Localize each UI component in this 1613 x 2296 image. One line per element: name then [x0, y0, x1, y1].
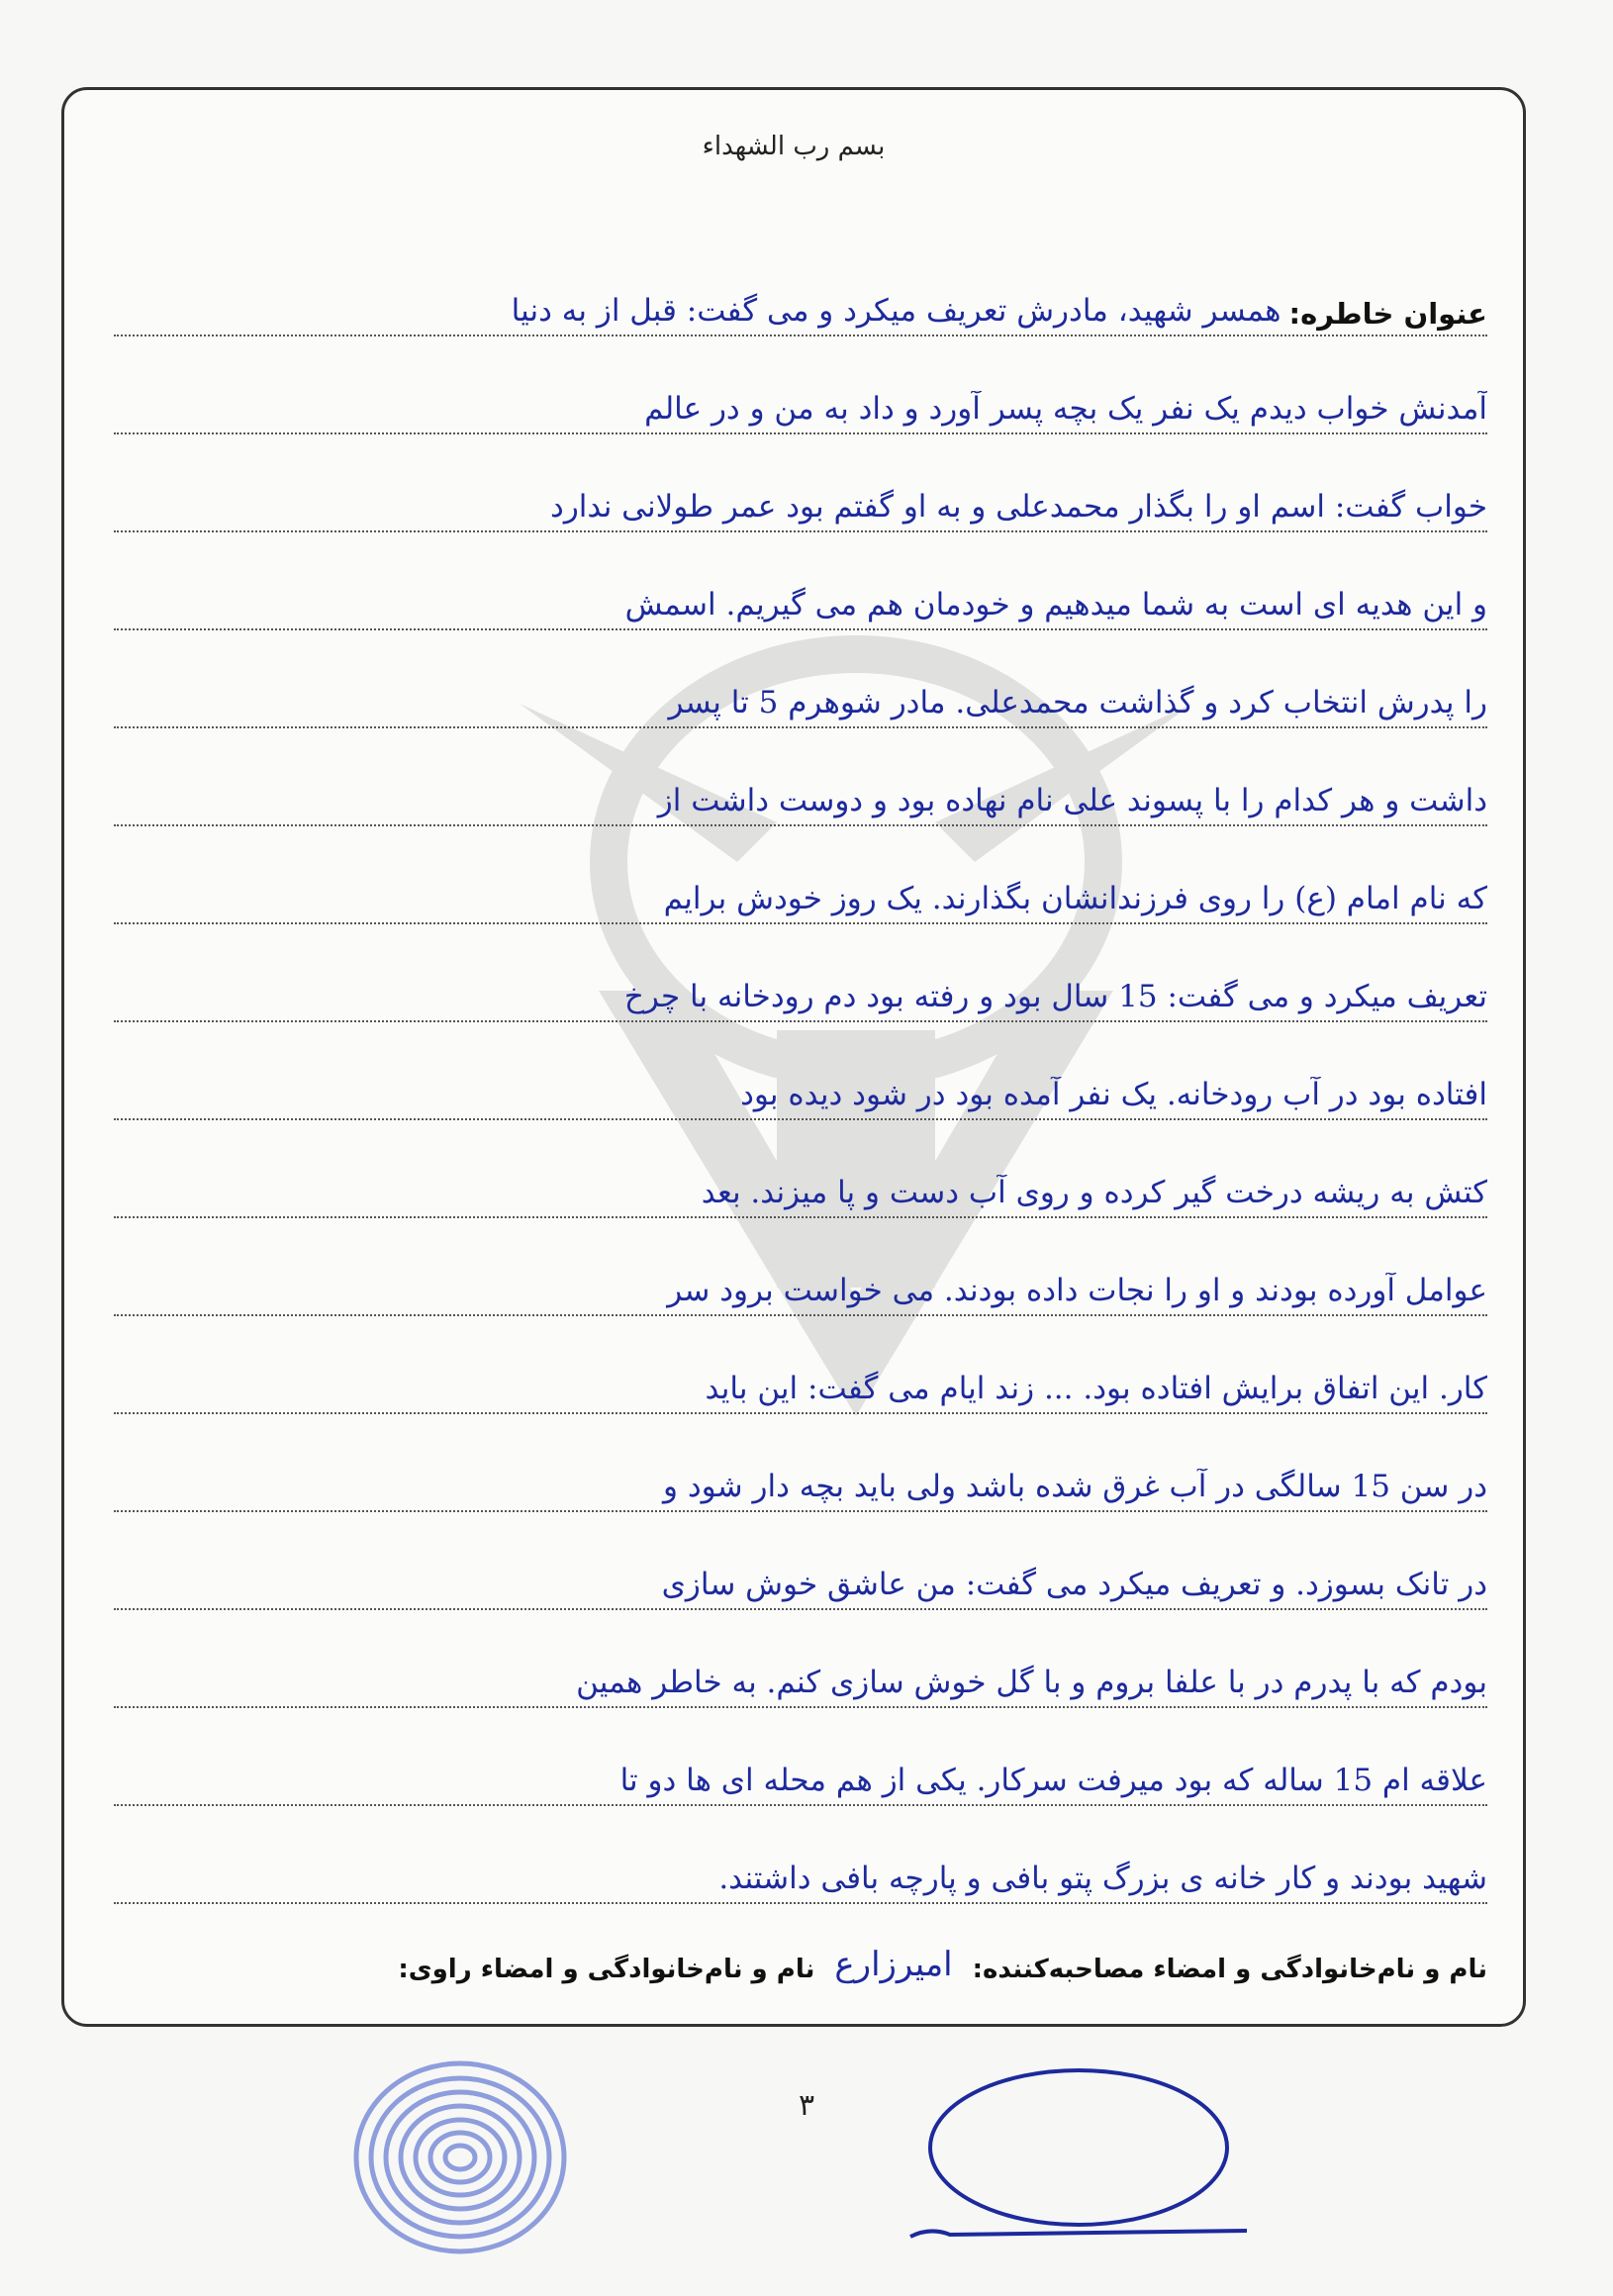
- handwritten-line: علاقه ام 15 ساله که بود میرفت سرکار. یکی از هم محله ای ها دو تا: [619, 1763, 1487, 1798]
- handwritten-line: خواب گفت: اسم او را بگذار محمدعلی و به او گفتم بود عمر طولانی ندارد: [550, 489, 1487, 525]
- memory-line: [114, 1806, 1487, 1904]
- memory-line: [114, 1610, 1487, 1708]
- narrator-label: نام و نام‌خانوادگی و امضاء راوی:: [398, 1955, 815, 1984]
- memory-line: [114, 1414, 1487, 1512]
- memory-line: [114, 1512, 1487, 1610]
- handwritten-line: بودم که با پدرم در با علفا بروم و با گل خوش سازی کنم. به خاطر همین: [576, 1665, 1487, 1700]
- memory-line: [114, 826, 1487, 924]
- memory-line: [114, 630, 1487, 728]
- handwritten-line: تعریف میکرد و می گفت: 15 سال بود و رفته بود دم رودخانه با چرخ: [623, 979, 1487, 1014]
- fingerprint-icon: [336, 2039, 584, 2276]
- handwritten-line: آمدنش خواب دیدم یک نفر یک بچه پسر آورد و داد به من و در عالم: [644, 391, 1487, 427]
- handwritten-line: کار. این اتفاق برایش افتاده بود. ... زند ایام می گفت: این باید: [705, 1371, 1487, 1406]
- handwritten-line: که نام امام (ع) را روی فرزندانشان بگذارند. یک روز خودش برایم: [663, 881, 1487, 916]
- handwritten-line: در تانک بسوزد. و تعریف میکرد می گفت: من عاشق خوش سازی: [661, 1567, 1487, 1602]
- handwritten-line: داشت و هر کدام را با پسوند علی نام نهاده بود و دوست داشت از: [657, 783, 1487, 818]
- page-header: بسم رب الشهداء: [702, 132, 886, 161]
- handwritten-line: و این هدیه ای است به شما میدهیم و خودمان هم می گیریم. اسمش: [624, 587, 1487, 622]
- memory-line: [114, 1708, 1487, 1806]
- handwritten-line: را پدرش انتخاب کرد و گذاشت محمدعلی. مادر شوهرم 5 تا پسر: [668, 685, 1487, 720]
- memory-lines: [114, 239, 1487, 1904]
- memory-line: [114, 239, 1487, 336]
- handwritten-line: در سن 15 سالگی در آب غرق شده باشد ولی باید بچه دار شود و: [663, 1469, 1487, 1504]
- memory-line: [114, 532, 1487, 630]
- memory-line: [114, 924, 1487, 1022]
- memory-line: [114, 1120, 1487, 1218]
- memory-line: [114, 1022, 1487, 1120]
- handwritten-line: افتاده بود در آب رودخانه. یک نفر آمده بود در شود دیده بود: [740, 1077, 1487, 1112]
- interviewer-label: نام و نام‌خانوادگی و امضاء مصاحبه‌کننده:: [972, 1955, 1487, 1984]
- narrator-signature-icon: [891, 2058, 1267, 2256]
- memory-line: [114, 728, 1487, 826]
- handwritten-line: عوامل آورده بودند و او را نجات داده بودند. می خواست برود سر: [667, 1273, 1487, 1308]
- memory-line: [114, 336, 1487, 434]
- handwritten-line: شهید بودند و کار خانه ی بزرگ پتو بافی و پارچه بافی داشتند.: [718, 1861, 1487, 1896]
- page-number: ۳: [798, 2088, 815, 2123]
- signature-footer: [94, 1945, 1487, 1984]
- memory-line: [114, 1218, 1487, 1316]
- memory-line: [114, 1316, 1487, 1414]
- memory-form-frame: [61, 87, 1526, 2027]
- memory-line: [114, 434, 1487, 532]
- interviewer-signature-name: امیرزارع: [834, 1945, 953, 1984]
- memory-title-label: عنوان خاطره:: [1288, 297, 1487, 331]
- handwritten-line: همسر شهید، مادرش تعریف میکرد و می گفت: قبل از به دنیا: [511, 293, 1281, 329]
- handwritten-line: کتش به ریشه درخت گیر کرده و روی آب دست و پا میزند. بعد: [701, 1175, 1487, 1210]
